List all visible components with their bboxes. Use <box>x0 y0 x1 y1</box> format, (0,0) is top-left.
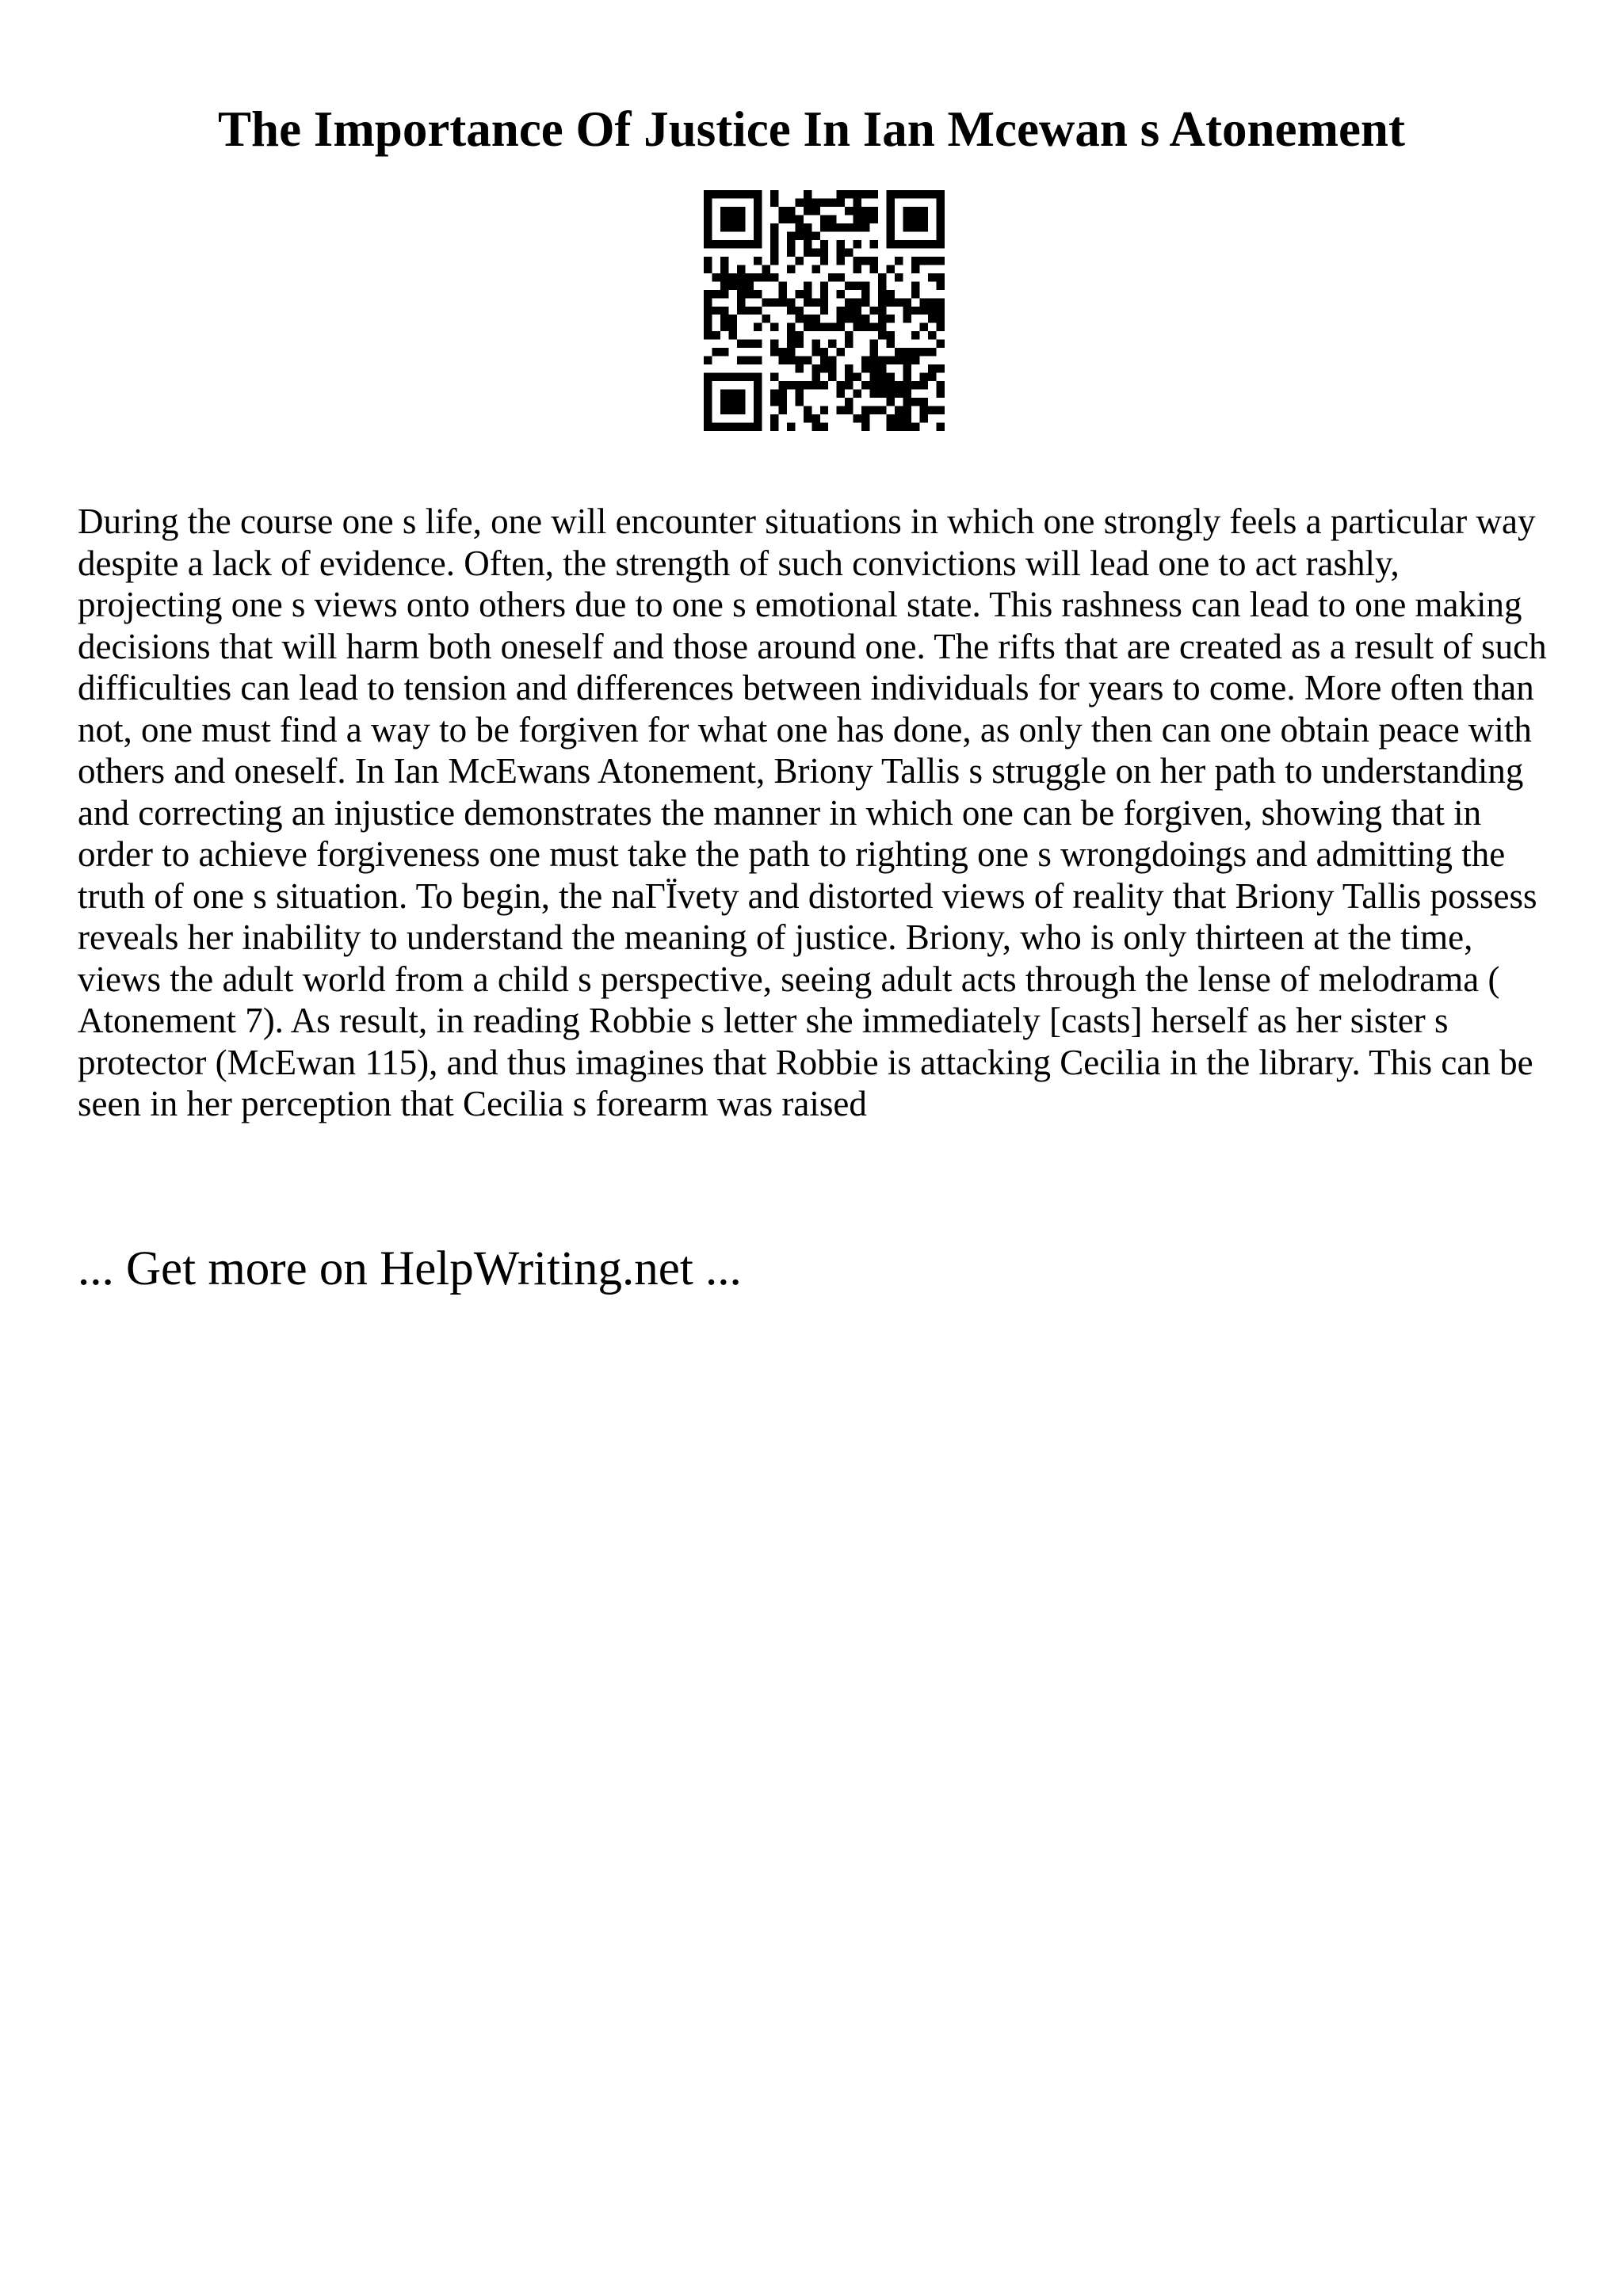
document-title: The Importance Of Justice In Ian Mcewan s Atonement <box>218 101 1405 157</box>
document-body <box>78 501 1552 1125</box>
qr-code-icon <box>704 190 945 431</box>
get-more-link[interactable]: ... Get more on HelpWriting.net ... <box>78 1242 742 1295</box>
body-paragraph: During the course one s life, one will encounter situations in which one strongly feels a particular way despite a lack of evidence. Often, the strength of such convictions will lead one to act rashly, projecting one s views onto others due to one s emotional state. This rashness can lead to one making decisions that will harm both oneself and those around one. The rifts that are created as a result of such difficulties can lead to tension and differences between individuals for years to come. More often than not, one must find a way to be forgiven for what one has done, as only then can one obtain peace with others and oneself. In Ian McEwans Atonement, Briony Tallis s struggle on her path to understanding and correcting an injustice demonstrates the manner in which one can be forgiven, showing that in order to achieve forgiveness one must take the path to righting one s wrongdoings and admitting the truth of one s situation. To begin, the naГЇvety and distorted views of reality that Briony Tallis possess reveals her inability to understand the meaning of justice. Briony, who is only thirteen at the time, views the adult world from a child s perspective, seeing adult acts through the lense of melodrama ( Atonement 7). As result, in reading Robbie s letter she immediately [casts] herself as her sister s protector (McEwan 115), and thus imagines that Robbie is attacking Cecilia in the library. This can be seen in her perception that Cecilia s forearm was raised <box>78 502 1547 1123</box>
